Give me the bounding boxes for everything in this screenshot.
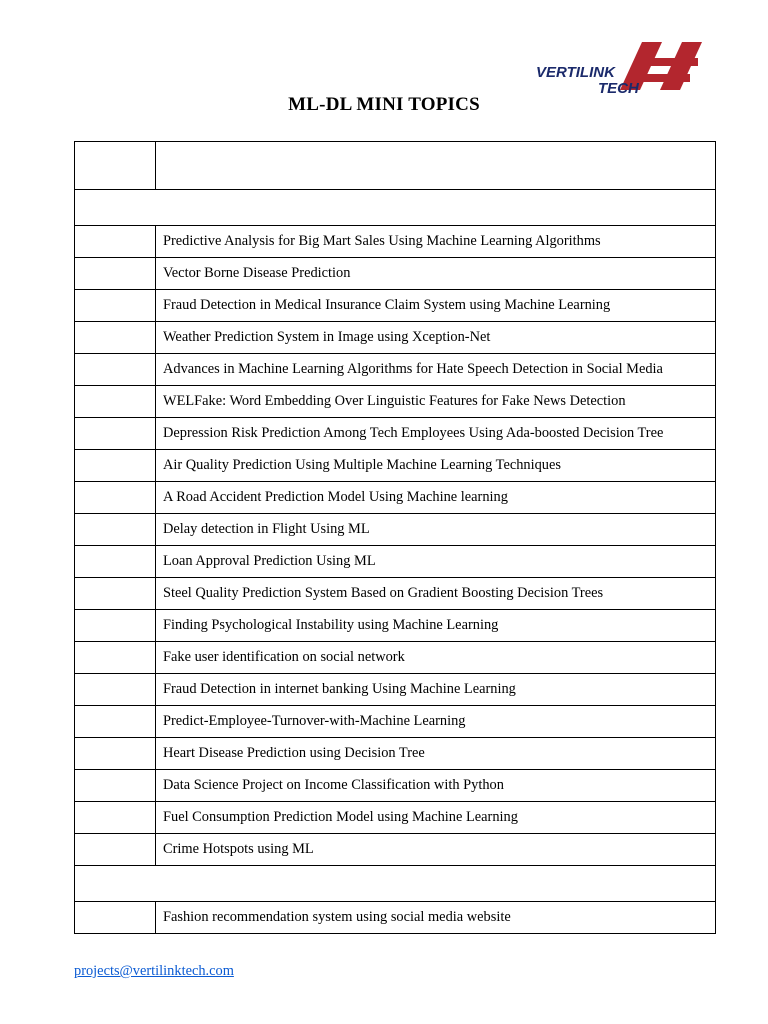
row-number-cell	[75, 802, 156, 834]
section-cell	[75, 190, 716, 226]
topic-cell: Vector Borne Disease Prediction	[156, 258, 716, 290]
row-number-cell	[75, 482, 156, 514]
topic-cell: Data Science Project on Income Classification with Python	[156, 770, 716, 802]
row-number-cell	[75, 258, 156, 290]
table-row	[75, 354, 716, 386]
table-row	[75, 674, 716, 706]
table-row	[75, 834, 716, 866]
logo-text-tech: TECH	[598, 80, 639, 96]
topic-cell: Fuel Consumption Prediction Model using Machine Learning	[156, 802, 716, 834]
row-number-cell	[75, 642, 156, 674]
table-row	[75, 738, 716, 770]
topic-cell: A Road Accident Prediction Model Using Machine learning	[156, 482, 716, 514]
page-title: ML-DL MINI TOPICS	[288, 94, 480, 115]
row-number-cell	[75, 450, 156, 482]
row-number-cell	[75, 290, 156, 322]
header-cell-number	[75, 142, 156, 190]
row-number-cell	[75, 770, 156, 802]
section-row-2	[75, 866, 716, 902]
table-row	[75, 322, 716, 354]
topic-cell: Air Quality Prediction Using Multiple Machine Learning Techniques	[156, 450, 716, 482]
topic-cell: Finding Psychological Instability using Machine Learning	[156, 610, 716, 642]
vertilink-tech-logo	[534, 38, 714, 96]
logo-bar-bottom	[630, 74, 690, 82]
row-number-cell	[75, 674, 156, 706]
table-row	[75, 386, 716, 418]
topic-cell: Weather Prediction System in Image using Xception-Net	[156, 322, 716, 354]
table-row	[75, 642, 716, 674]
topic-cell: Depression Risk Prediction Among Tech Employees Using Ada-boosted Decision Tree	[156, 418, 716, 450]
table-row	[75, 902, 716, 934]
table-row	[75, 418, 716, 450]
table-row	[75, 450, 716, 482]
table-row	[75, 514, 716, 546]
topic-cell: Delay detection in Flight Using ML	[156, 514, 716, 546]
table-row	[75, 578, 716, 610]
topic-cell: Fraud Detection in Medical Insurance Claim System using Machine Learning	[156, 290, 716, 322]
table-row	[75, 546, 716, 578]
table-row	[75, 482, 716, 514]
row-number-cell	[75, 834, 156, 866]
table-row	[75, 290, 716, 322]
header-cell-topic	[156, 142, 716, 190]
row-number-cell	[75, 578, 156, 610]
row-number-cell	[75, 386, 156, 418]
table-row	[75, 226, 716, 258]
logo-bar-top	[638, 58, 698, 66]
row-number-cell	[75, 514, 156, 546]
table-header-row	[75, 142, 716, 190]
topic-cell: Crime Hotspots using ML	[156, 834, 716, 866]
table-row	[75, 258, 716, 290]
topic-cell: Fake user identification on social network	[156, 642, 716, 674]
topics-table	[74, 141, 716, 934]
section-cell	[75, 866, 716, 902]
topic-cell: Predictive Analysis for Big Mart Sales Using Machine Learning Algorithms	[156, 226, 716, 258]
topic-cell: Fraud Detection in internet banking Using Machine Learning	[156, 674, 716, 706]
table-row	[75, 770, 716, 802]
topic-cell: Loan Approval Prediction Using ML	[156, 546, 716, 578]
row-number-cell	[75, 610, 156, 642]
topic-cell: WELFake: Word Embedding Over Linguistic Features for Fake News Detection	[156, 386, 716, 418]
row-number-cell	[75, 738, 156, 770]
table-row	[75, 802, 716, 834]
row-number-cell	[75, 418, 156, 450]
table-row	[75, 610, 716, 642]
topic-cell: Steel Quality Prediction System Based on Gradient Boosting Decision Trees	[156, 578, 716, 610]
row-number-cell	[75, 226, 156, 258]
section-row-1	[75, 190, 716, 226]
row-number-cell	[75, 902, 156, 934]
topic-cell: Predict-Employee-Turnover-with-Machine Learning	[156, 706, 716, 738]
topic-cell: Heart Disease Prediction using Decision Tree	[156, 738, 716, 770]
topic-cell: Advances in Machine Learning Algorithms for Hate Speech Detection in Social Media	[156, 354, 716, 386]
row-number-cell	[75, 706, 156, 738]
email-link[interactable]: projects@vertilinktech.com	[74, 963, 234, 979]
logo-text-vertilink: VERTILINK	[536, 64, 615, 81]
row-number-cell	[75, 322, 156, 354]
row-number-cell	[75, 354, 156, 386]
row-number-cell	[75, 546, 156, 578]
topic-cell: Fashion recommendation system using social media website	[156, 902, 716, 934]
table-row	[75, 706, 716, 738]
